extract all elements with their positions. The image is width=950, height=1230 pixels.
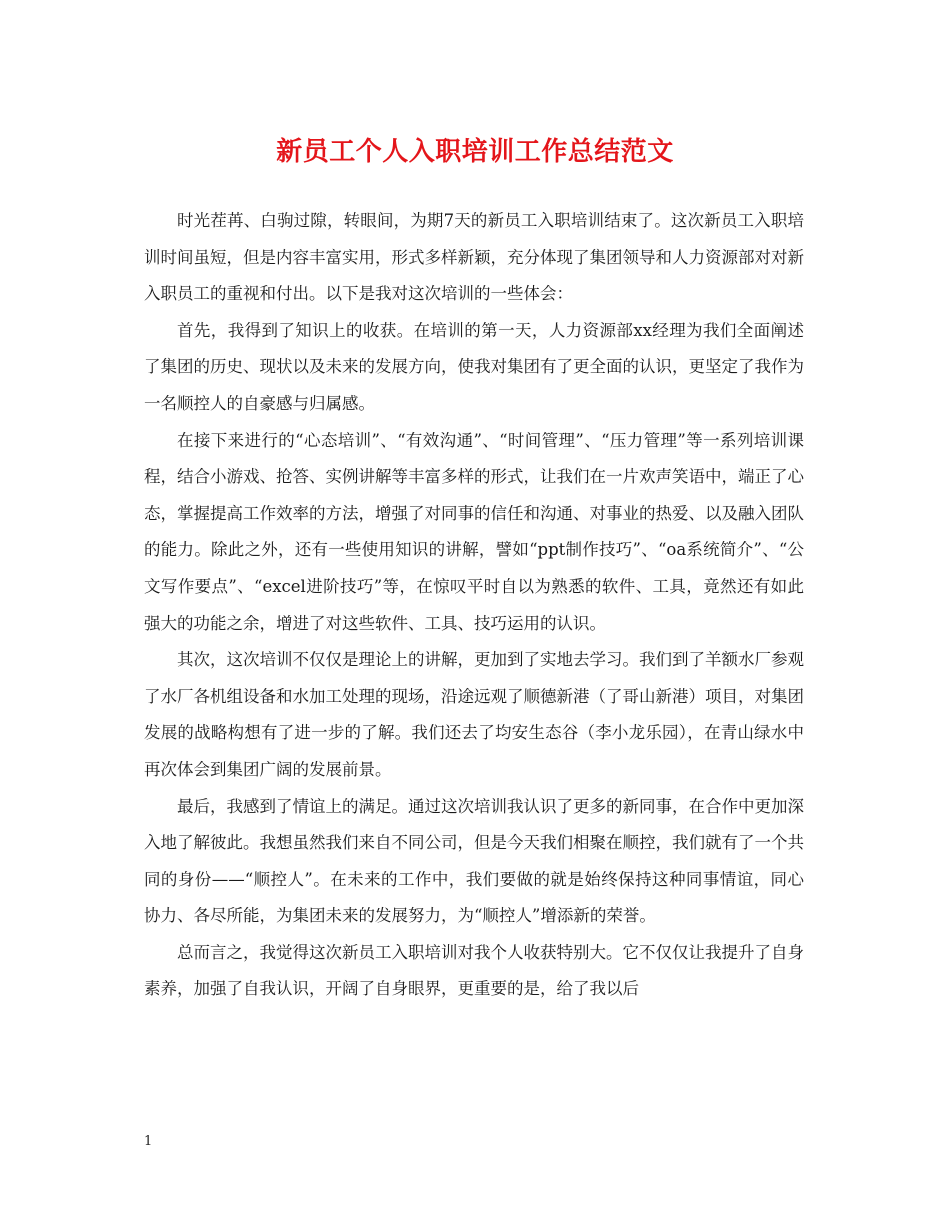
paragraph-summary: 总而言之，我觉得这次新员工入职培训对我个人收获特别大。它不仅仅让我提升了自身素养，加强了自我认识，开阔了自身眼界，更重要的是，给了我以后 (144, 942, 804, 999)
document-body (144, 203, 804, 1008)
paragraph-friendship: 最后，我感到了情谊上的满足。通过这次培训我认识了更多的新同事，在合作中更加深入地了解彼此。我想虽然我们来自不同公司，但是今天我们相聚在顺控，我们就有了一个共同的身份——“顺控人”。在未来的工作中，我们要做的就是始终保持这种同事情谊，同心协力、各尽所能，为集团未来的发展努力，为“顺控人”增添新的荣誉。 (144, 796, 804, 926)
page-number: 1 (144, 1134, 153, 1149)
paragraph-intro: 时光茬苒、白驹过隙，转眼间，为期7天的新员工入职培训结束了。这次新员工入职培训时间虽短，但是内容丰富实用，形式多样新颖，充分体现了集团领导和人力资源部对对新入职员工的重视和付出。以下是我对这次培训的一些体会： (144, 211, 804, 304)
paragraph-knowledge: 首先，我得到了知识上的收获。在培训的第一天，人力资源部xx经理为我们全面阐述了集团的历史、现状以及未来的发展方向，使我对集团有了更全面的认识，更坚定了我作为一名顺控人的自豪感与归属感。 (144, 320, 804, 413)
paragraph-field-visit: 其次，这次培训不仅仅是理论上的讲解，更加到了实地去学习。我们到了羊额水厂参观了水厂各机组设备和水加工处理的现场，沿途远观了顺德新港（了哥山新港）项目，对集团发展的战略构想有了进一步的了解。我们还去了均安生态谷（李小龙乐园），在青山绿水中再次体会到集团广阔的发展前景。 (144, 650, 804, 779)
paragraph-courses: 在接下来进行的“心态培训”、“有效沟通”、“时间管理”、“压力管理”等一系列培训课程，结合小游戏、抢答、实例讲解等丰富多样的形式，让我们在一片欢声笑语中，端正了心态，掌握提高工作效率的方法，增强了对同事的信任和沟通、对事业的热爱、以及融入团队的能力。除此之外，还有一些使用知识的讲解，譬如“ppt制作技巧”、“oa系统简介”、“公文写作要点”、“excel进阶技巧”等，在惊叹平时自以为熟悉的软件、工具，竟然还有如此强大的功能之余，增进了对这些软件、工具、技巧运用的认识。 (144, 430, 804, 633)
document-title: 新员工个人入职培训工作总结范文 (276, 137, 674, 167)
